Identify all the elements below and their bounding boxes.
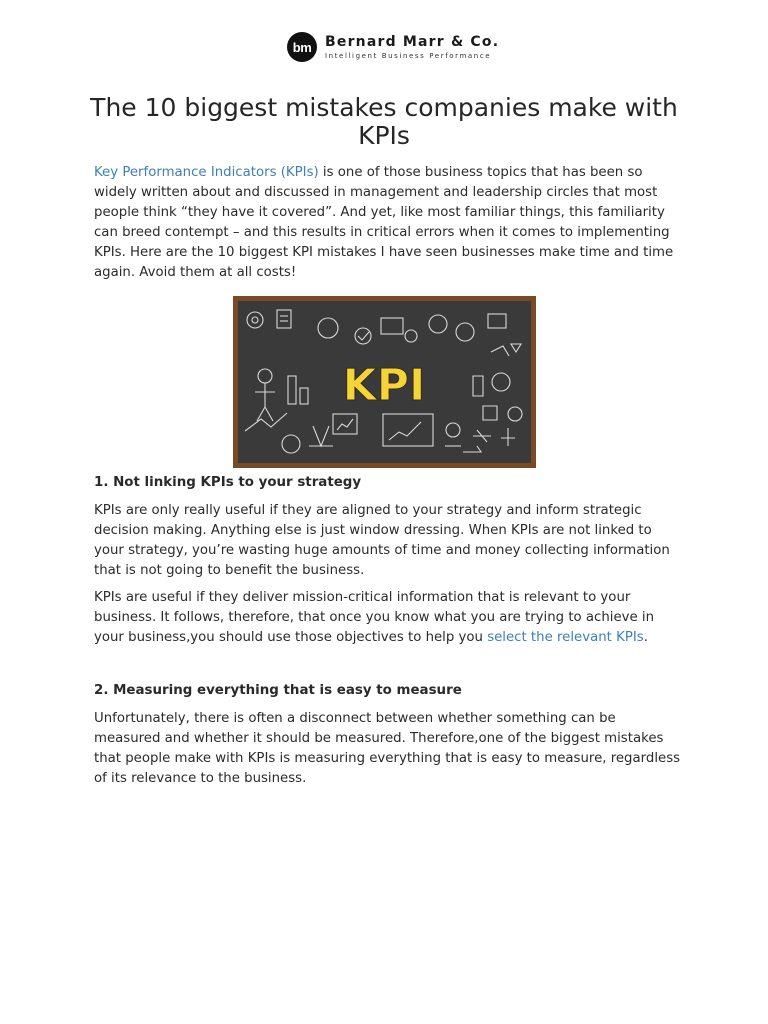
brand-text bbox=[325, 35, 499, 60]
intro-paragraph bbox=[94, 163, 684, 283]
section-1-paragraph-1: KPIs are only really useful if they are aligned to your strategy and inform strategic decision making. Anything else is just window dressing. When KPIs are not linked to your strategy, you’re wasting huge amounts of time and money collecting information that is not going to benefit the business. bbox=[94, 503, 670, 578]
section-2-paragraph-1: Unfortunately, there is often a disconnect between whether something can be measured and whether it should be measured. Therefore,one of the biggest mistakes that people make with KPIs is measuring everything that is easy to measure, regardless of its relevance to the business. bbox=[94, 711, 681, 786]
section-2-heading: 2. Measuring everything that is easy to measure bbox=[94, 683, 462, 698]
board-kpi-text: KPI bbox=[342, 360, 426, 411]
kpi-chalkboard-image bbox=[233, 296, 536, 468]
kpi-definition-link[interactable]: Key Performance Indicators (KPIs) bbox=[94, 165, 319, 180]
brand-tagline: Intelligent Business Performance bbox=[325, 51, 492, 60]
section-1-paragraph-2-end: . bbox=[643, 630, 648, 645]
select-relevant-kpis-link[interactable]: select the relevant KPIs bbox=[487, 630, 644, 645]
section-1-paragraph-2 bbox=[94, 588, 684, 648]
site-header bbox=[287, 32, 499, 62]
brand-logo-icon[interactable]: bm bbox=[287, 32, 317, 62]
section-1-heading: 1. Not linking KPIs to your strategy bbox=[94, 475, 362, 490]
intro-text: is one of those business topics that has been so widely written about and discussed in management and leadership circles that most people think “they have it covered”. And yet, like most familiar things, this familiarity can breed contempt – and this results in critical errors when it comes to implementing KPIs. Here are the 10 biggest KPI mistakes I have seen businesses make time and time again. Avoid them at all costs! bbox=[94, 165, 674, 280]
chalkboard-illustration bbox=[233, 296, 536, 468]
section-1-paragraph-2-text: KPIs are useful if they deliver mission-critical information that is relevant to your business. It follows, therefore, that once you know what you are trying to achieve in your business,you should use those objectives to help you bbox=[94, 590, 655, 645]
brand-name: Bernard Marr & Co. bbox=[325, 33, 500, 50]
article-title: The 10 biggest mistakes companies make with KPIs bbox=[90, 93, 678, 150]
